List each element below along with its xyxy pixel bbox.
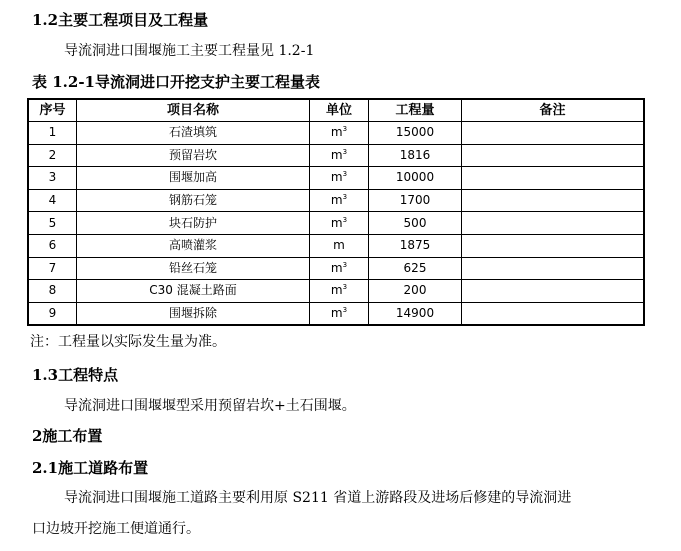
- table-row: [28, 167, 644, 190]
- cell-no: 9: [28, 302, 77, 325]
- cell-note: [462, 167, 645, 190]
- unit-text: m: [330, 260, 343, 275]
- cell-unit: [310, 212, 369, 235]
- section-heading-2: 2施工布置: [32, 427, 103, 445]
- cell-name: 预留岩坎: [77, 144, 310, 167]
- unit-text: m: [333, 238, 345, 253]
- cell-name: 石渣填筑: [77, 122, 310, 145]
- section-text-1-3: 导流洞进口围堰堰型采用预留岩坎+土石围堰。: [64, 398, 356, 414]
- cell-name: C30 混凝土路面: [77, 280, 310, 303]
- table-header-row: [28, 99, 644, 122]
- cell-note: [462, 144, 645, 167]
- cell-no: 2: [28, 144, 77, 167]
- cell-note: [462, 189, 645, 212]
- cell-qty: 15000: [369, 122, 462, 145]
- table-row: [28, 189, 644, 212]
- cell-unit: [310, 122, 369, 145]
- table-row: [28, 144, 644, 167]
- cell-unit: [310, 234, 369, 257]
- unit-text: m: [330, 193, 343, 208]
- table-caption: 表 1.2-1导流洞进口开挖支护主要工程量表: [32, 73, 320, 91]
- unit-superscript: 3: [342, 283, 348, 292]
- unit-superscript: 3: [342, 215, 348, 224]
- unit-text: m: [330, 170, 343, 185]
- cell-qty: 14900: [369, 302, 462, 325]
- cell-qty: 1816: [369, 144, 462, 167]
- header-name: 项目名称: [77, 99, 310, 122]
- cell-note: [462, 302, 645, 325]
- cell-unit: [310, 280, 369, 303]
- cell-name: 铅丝石笼: [77, 257, 310, 280]
- table-row: [28, 212, 644, 235]
- cell-name: 高喷灌浆: [77, 234, 310, 257]
- unit-superscript: 3: [342, 193, 348, 202]
- cell-note: [462, 234, 645, 257]
- cell-note: [462, 212, 645, 235]
- section-text-1-2: 导流洞进口围堰施工主要工程量见 1.2-1: [64, 43, 315, 59]
- cell-no: 5: [28, 212, 77, 235]
- cell-qty: 625: [369, 257, 462, 280]
- cell-unit: [310, 189, 369, 212]
- table-row: [28, 280, 644, 303]
- section-heading-1-3: 1.3工程特点: [32, 366, 119, 384]
- cell-name: 块石防护: [77, 212, 310, 235]
- unit-superscript: 3: [342, 147, 348, 156]
- header-note: 备注: [462, 99, 645, 122]
- cell-no: 4: [28, 189, 77, 212]
- section-heading-1-2: 1.2主要工程项目及工程量: [32, 11, 209, 29]
- cell-note: [462, 280, 645, 303]
- cell-no: 8: [28, 280, 77, 303]
- cell-no: 7: [28, 257, 77, 280]
- unit-text: m: [330, 306, 343, 321]
- cell-no: 3: [28, 167, 77, 190]
- unit-superscript: 3: [342, 170, 348, 179]
- section-heading-2-1: 2.1施工道路布置: [32, 459, 149, 477]
- header-qty: 工程量: [369, 99, 462, 122]
- unit-superscript: 3: [342, 260, 348, 269]
- cell-qty: 200: [369, 280, 462, 303]
- cell-no: 1: [28, 122, 77, 145]
- cell-unit: [310, 257, 369, 280]
- cell-name: 钢筋石笼: [77, 189, 310, 212]
- cell-unit: [310, 144, 369, 167]
- table-row: [28, 122, 644, 145]
- cell-qty: 500: [369, 212, 462, 235]
- section-text-2-1-line1: 导流洞进口围堰施工道路主要利用原 S211 省道上游路段及进场后修建的导流洞进: [64, 490, 572, 506]
- cell-note: [462, 257, 645, 280]
- unit-text: m: [330, 125, 343, 140]
- cell-name: 围堰拆除: [77, 302, 310, 325]
- table-row: [28, 234, 644, 257]
- section-text-2-1-line2: 口边坡开挖施工便道通行。: [32, 521, 200, 537]
- unit-superscript: 3: [342, 306, 348, 315]
- header-unit: 单位: [310, 99, 369, 122]
- cell-unit: [310, 167, 369, 190]
- cell-qty: 1700: [369, 189, 462, 212]
- cell-unit: [310, 302, 369, 325]
- unit-text: m: [330, 215, 343, 230]
- cell-qty: 1875: [369, 234, 462, 257]
- table-row: [28, 257, 644, 280]
- unit-superscript: 3: [342, 125, 348, 134]
- cell-name: 围堰加高: [77, 167, 310, 190]
- unit-text: m: [330, 147, 343, 162]
- table-row: [28, 302, 644, 325]
- table-note: 注：工程量以实际发生量为准。: [30, 334, 226, 350]
- quantities-table: [27, 98, 645, 326]
- cell-qty: 10000: [369, 167, 462, 190]
- header-no: 序号: [28, 99, 77, 122]
- unit-text: m: [330, 283, 343, 298]
- cell-no: 6: [28, 234, 77, 257]
- cell-note: [462, 122, 645, 145]
